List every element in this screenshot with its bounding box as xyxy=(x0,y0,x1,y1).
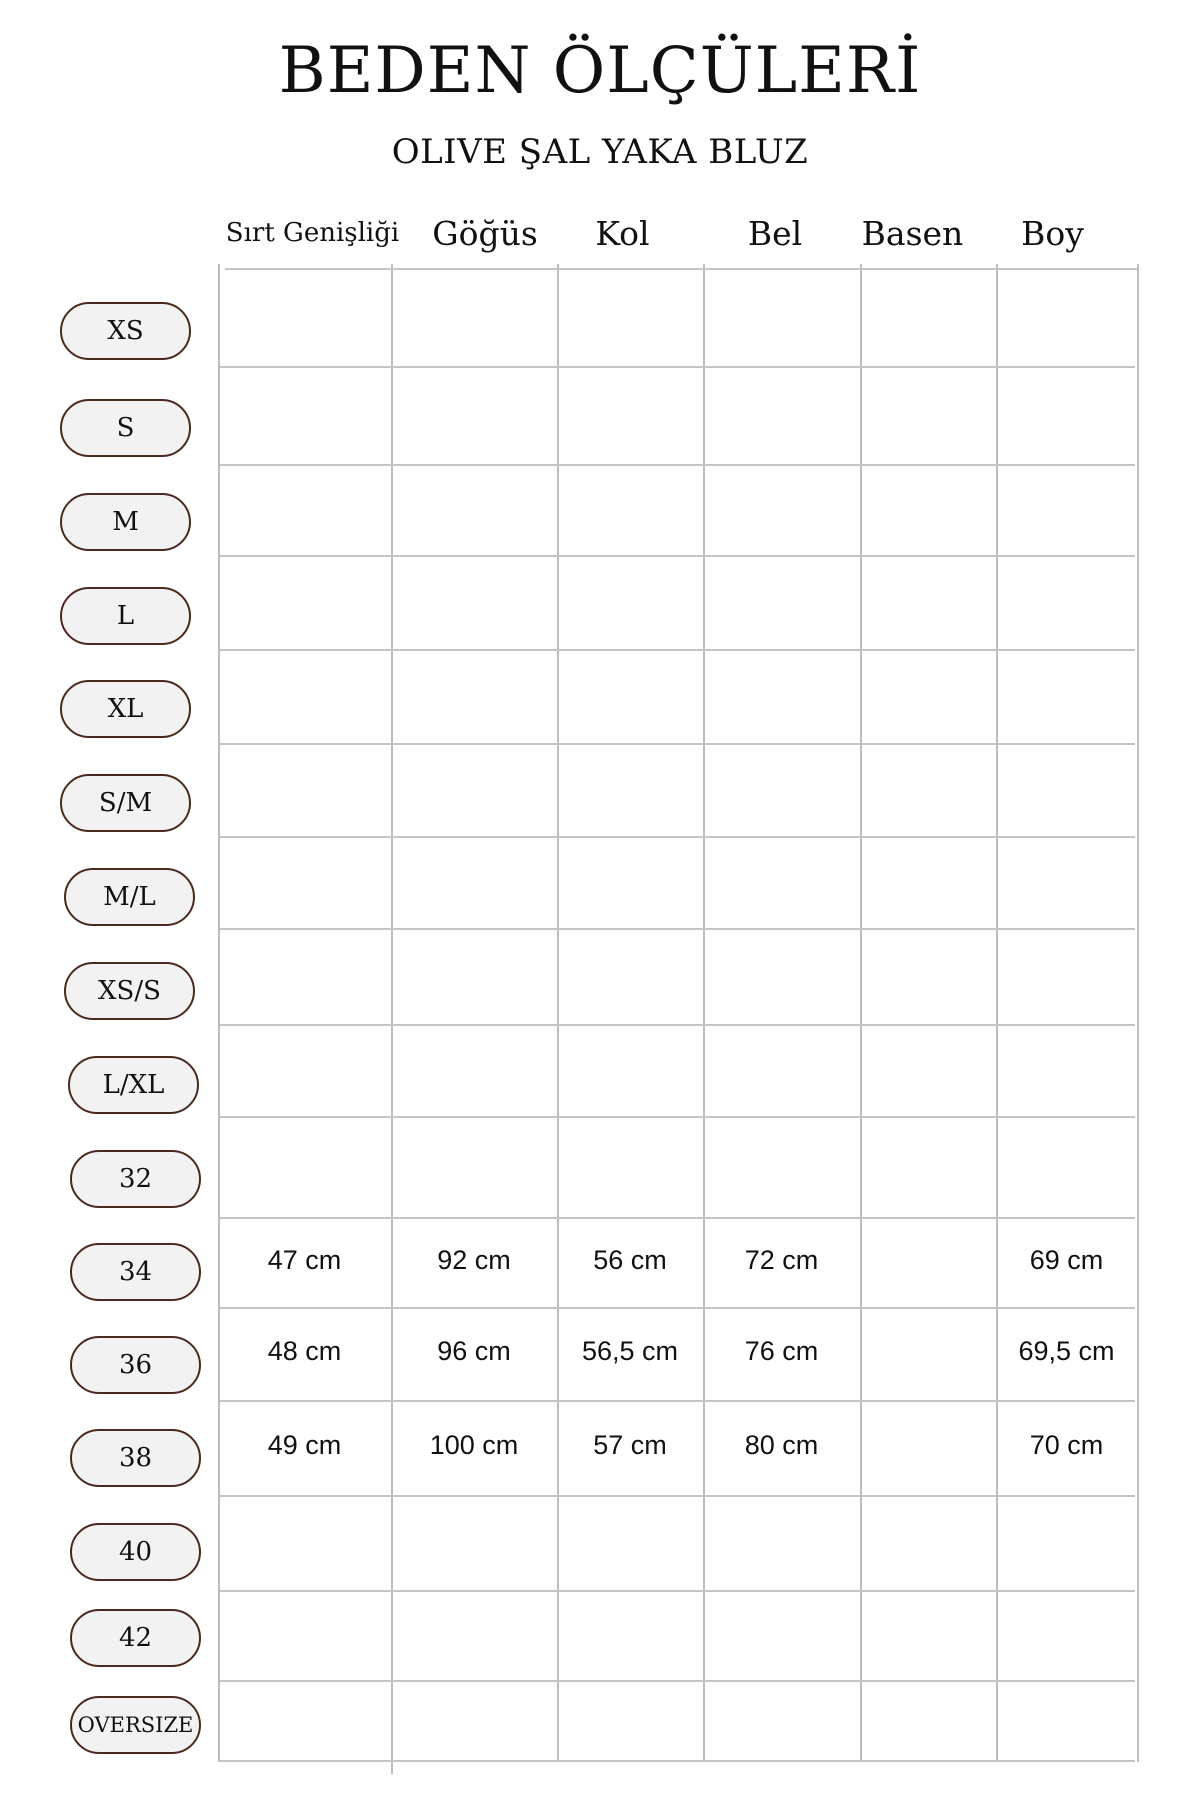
measurement-cell: 72 cm xyxy=(744,1244,819,1275)
grid-horizontal-line xyxy=(220,1590,1135,1592)
grid-horizontal-line xyxy=(220,1495,1135,1497)
measurement-cell: 70 cm xyxy=(1029,1430,1104,1460)
measurement-cell: 56 cm xyxy=(593,1244,667,1275)
measurement-cell: 100 cm xyxy=(429,1430,519,1460)
grid-vertical-line xyxy=(703,264,705,1762)
size-label-pill: 38 xyxy=(70,1429,201,1487)
size-label-pill: S/M xyxy=(60,774,191,832)
grid-horizontal-line xyxy=(225,268,1137,270)
col-header-boy: Boy xyxy=(1021,214,1084,253)
size-label-pill: M xyxy=(60,493,191,551)
measurement-cell: 69 cm xyxy=(1029,1244,1104,1275)
grid-horizontal-line xyxy=(220,649,1135,651)
size-label-pill: 40 xyxy=(70,1523,201,1581)
measurement-cell: 96 cm xyxy=(437,1336,511,1366)
grid-horizontal-line xyxy=(220,1680,1135,1682)
grid-horizontal-line xyxy=(220,464,1135,466)
size-label-pill: XS xyxy=(60,302,191,360)
measurement-cell: 56,5 cm xyxy=(581,1336,679,1366)
product-subtitle: OLIVE ŞAL YAKA BLUZ xyxy=(391,132,809,172)
size-label-pill: OVERSIZE xyxy=(70,1696,201,1754)
col-header-bel: Bel xyxy=(747,214,803,253)
grid-vertical-line xyxy=(391,264,393,1774)
size-label-pill: XS/S xyxy=(64,962,195,1020)
grid-horizontal-line xyxy=(220,1760,1135,1762)
grid-vertical-line xyxy=(996,264,998,1762)
size-label-pill: XL xyxy=(60,680,191,738)
measurement-cell: 69,5 cm xyxy=(1018,1336,1115,1366)
grid-vertical-line xyxy=(1137,264,1139,1762)
grid-vertical-line xyxy=(860,264,862,1762)
grid-horizontal-line xyxy=(220,1400,1135,1402)
size-label-pill: 34 xyxy=(70,1243,201,1301)
size-label-pill: 32 xyxy=(70,1150,201,1208)
grid-horizontal-line xyxy=(220,555,1135,557)
grid-horizontal-line xyxy=(220,366,1135,368)
size-label-pill: M/L xyxy=(64,868,195,926)
col-header-gogus: Göğüs xyxy=(432,214,538,253)
page-title: BEDEN ÖLÇÜLERİ xyxy=(278,34,922,108)
grid-horizontal-line xyxy=(220,928,1135,930)
grid-horizontal-line xyxy=(220,1307,1135,1309)
measurement-cell: 92 cm xyxy=(437,1244,511,1275)
grid-horizontal-line xyxy=(220,836,1135,838)
size-label-pill: L xyxy=(60,587,191,645)
col-header-kol: Kol xyxy=(595,214,650,253)
size-label-pill: L/XL xyxy=(68,1056,199,1114)
measurement-cell: 80 cm xyxy=(744,1430,819,1460)
grid-horizontal-line xyxy=(220,743,1135,745)
measurement-cell: 57 cm xyxy=(593,1430,667,1460)
grid-horizontal-line xyxy=(220,1217,1135,1219)
grid-horizontal-line xyxy=(220,1116,1135,1118)
grid-vertical-line xyxy=(557,264,559,1762)
size-label-pill: S xyxy=(60,399,191,457)
measurement-cell: 48 cm xyxy=(267,1336,342,1366)
col-header-basen: Basen xyxy=(861,214,964,253)
grid-vertical-line xyxy=(218,264,220,1762)
size-label-pill: 42 xyxy=(70,1609,201,1667)
grid-horizontal-line xyxy=(220,1024,1135,1026)
col-header-sirt: Sırt Genişliği xyxy=(225,218,400,248)
size-label-pill: 36 xyxy=(70,1336,201,1394)
measurement-cell: 49 cm xyxy=(267,1430,342,1460)
measurement-cell: 76 cm xyxy=(744,1336,819,1366)
measurement-cell: 47 cm xyxy=(267,1244,342,1275)
